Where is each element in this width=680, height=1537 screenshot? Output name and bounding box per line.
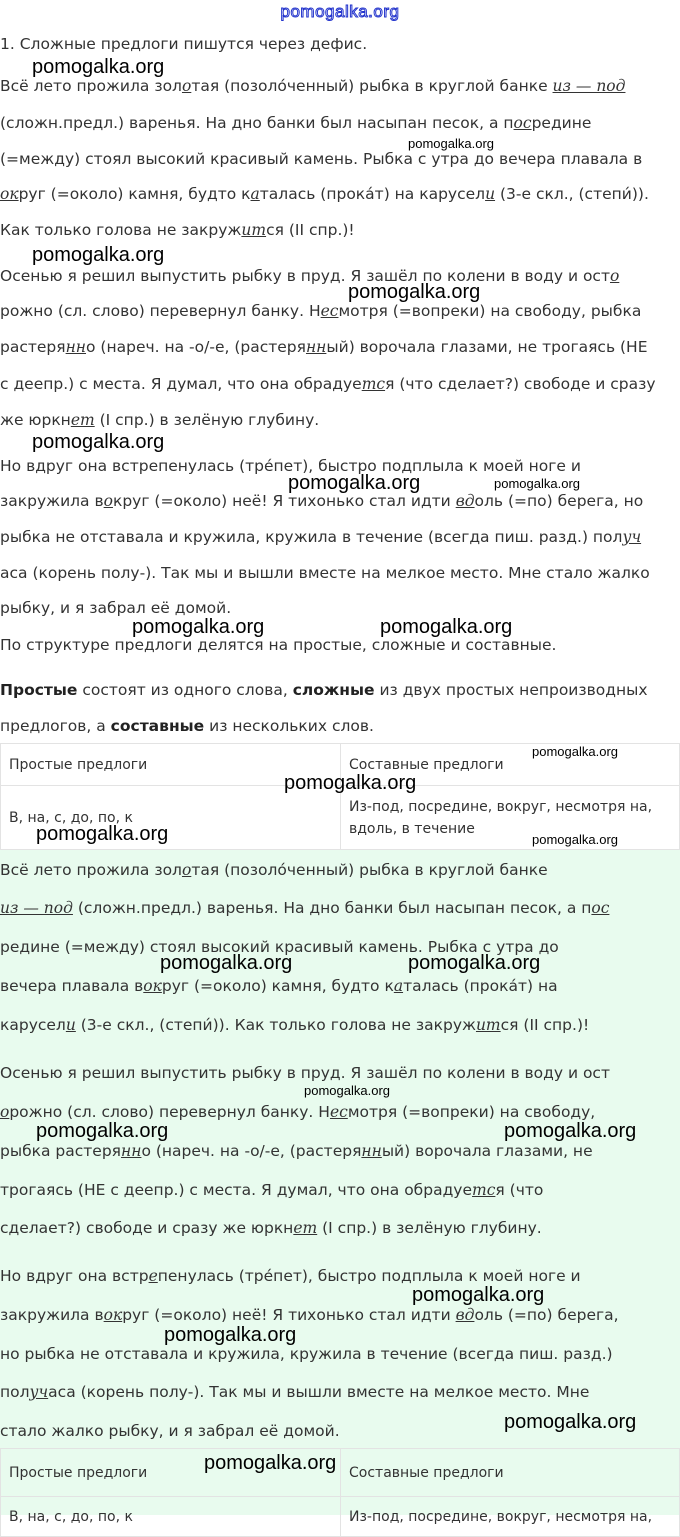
watermark: pomogalka.org xyxy=(504,1411,637,1433)
watermark: pomogalka.org xyxy=(348,281,481,303)
text-line: растерянно (нареч. на -о/-е, (растерянный) ворочала глазами, не трогаясь (НЕ xyxy=(0,338,648,356)
text-line: рыбку, и я забрал её домой. xyxy=(0,599,232,617)
watermark: pomogalka.org xyxy=(160,952,293,974)
text-line: редине (=между) стоял высокий красивый камень. Рыбка с утра до xyxy=(0,938,559,956)
text-line: карусели (3-е скл., (степи́)). Как только голова не закружится (II спр.)! xyxy=(0,1016,590,1034)
watermark: pomogalka.org xyxy=(504,1120,637,1142)
text-line: Осенью я решил выпустить рыбку в пруд. Я зашёл по колени в воду и осто xyxy=(0,267,620,285)
text-line: рожно (сл. слово) перевернул банку. Несмотря (=вопреки) на свободу, рыбка xyxy=(0,302,642,320)
watermark: pomogalka.org xyxy=(532,832,618,847)
watermark: pomogalka.org xyxy=(36,823,169,845)
text-line: закружила вокруг (=около) неё! Я тихонько стал идти вдоль (=по) берега, xyxy=(0,1306,619,1324)
text-line: Но вдруг она встрепенулась (тре́пет), быстро подплыла к моей ноге и xyxy=(0,1267,581,1285)
structure-paragraph: Простые состоят из одного слова, сложные из двух простых непроизводных xyxy=(0,681,648,699)
text-line: Осенью я решил выпустить рыбку в пруд. Я зашёл по колени в воду и ост xyxy=(0,1064,610,1082)
watermark: pomogalka.org xyxy=(204,1452,337,1474)
watermark: pomogalka.org xyxy=(32,431,165,453)
text-line: закружила вокруг (=около) неё! Я тихонько стал идти вдоль (=по) берега, но xyxy=(0,492,644,510)
watermark: pomogalka.org xyxy=(32,244,165,266)
watermark: pomogalka.org xyxy=(288,472,421,494)
text-line: вечера плавала вокруг (=около) камня, будто каталась (прока́т) на xyxy=(0,977,558,995)
text-line: сделает?) свободе и сразу же юркнет (I спр.) в зелёную глубину. xyxy=(0,1219,542,1237)
table2-header-simple: Простые предлоги xyxy=(1,1449,341,1497)
text-line: округ (=около) камня, будто каталась (прока́т) на карусели (3-е скл., (степи́)). xyxy=(0,185,649,203)
watermark: pomogalka.org xyxy=(380,616,513,638)
watermark: pomogalka.org xyxy=(408,136,494,151)
text-line: Но вдруг она встрепенулась (тре́пет), быстро подплыла к моей ноге и xyxy=(0,457,581,475)
table2-header-compound: Составные предлоги xyxy=(341,1449,680,1497)
structure-intro: По структуре предлоги делятся на простые, сложные и составные. xyxy=(0,636,557,654)
text-line: Как только голова не закружится (II спр.)! xyxy=(0,221,355,239)
watermark: pomogalka.org xyxy=(494,476,580,491)
table-header-simple: Простые предлоги xyxy=(1,744,341,786)
watermark: pomogalka.org xyxy=(532,744,618,759)
text-line: из — под (сложн.предл.) варенья. На дно банки был насыпан песок, а пос xyxy=(0,899,610,917)
text-line: но рыбка не отставала и кружила, кружила в течение (всегда пиш. разд.) xyxy=(0,1345,613,1363)
text-line: Всё лето прожила золотая (позоло́ченный) рыбка в круглой банке xyxy=(0,861,548,879)
text-line: аса (корень полу-). Так мы и вышли вместе на мелкое место. Мне стало жалко xyxy=(0,564,650,582)
text-line: же юркнет (I спр.) в зелёную глубину. xyxy=(0,411,320,429)
table-cell-simple: В, на, с, до, по, к xyxy=(1,786,341,850)
watermark: pomogalka.org xyxy=(32,56,165,78)
watermark-top: pomogalka.org xyxy=(280,2,400,21)
table-cell-compound: Из-под, посредине, вокруг, несмотря на, вдоль, в течение xyxy=(341,786,680,850)
watermark: pomogalka.org xyxy=(36,1120,169,1142)
text-line: рыбка не отставала и кружила, кружила в течение (всегда пиш. разд.) получ xyxy=(0,528,642,546)
watermark: pomogalka.org xyxy=(412,1284,545,1306)
rule-heading: 1. Сложные предлоги пишутся через дефис. xyxy=(0,35,368,53)
watermark: pomogalka.org xyxy=(304,1083,390,1098)
text-line: с деепр.) с места. Я думал, что она обрадуется (что сделает?) свободе и сразу xyxy=(0,375,656,393)
text-line: (сложн.предл.) варенья. На дно банки был насыпан песок, а посредине xyxy=(0,114,592,132)
watermark: pomogalka.org xyxy=(132,616,265,638)
table2-cell-simple: В, на, с, до, по, к xyxy=(1,1497,341,1537)
text-line: Всё лето прожила золотая (позоло́ченный) рыбка в круглой банке из — под xyxy=(0,77,626,95)
watermark: pomogalka.org xyxy=(284,772,417,794)
watermark: pomogalka.org xyxy=(408,952,541,974)
table-header-compound: Составные предлоги xyxy=(341,744,680,786)
text-line: (=между) стоял высокий красивый камень. Рыбка с утра до вечера плавала в xyxy=(0,150,643,168)
table2-cell-compound: Из-под, посредине, вокруг, несмотря на, xyxy=(341,1497,680,1537)
prepositions-table-2 xyxy=(0,1448,680,1537)
text-line: рыбка растерянно (нареч. на -о/-е, (растерянный) ворочала глазами, не xyxy=(0,1142,593,1160)
text-line: трогаясь (НЕ с деепр.) с места. Я думал, что она обрадуется (что xyxy=(0,1181,544,1199)
text-line: стало жалко рыбку, и я забрал её домой. xyxy=(0,1422,340,1440)
watermark: pomogalka.org xyxy=(164,1324,297,1346)
text-line: орожно (сл. слово) перевернул банку. Несмотря (=вопреки) на свободу, xyxy=(0,1103,596,1121)
structure-paragraph: предлогов, а составные из нескольких слов. xyxy=(0,717,374,735)
text-line: получаса (корень полу-). Так мы и вышли вместе на мелкое место. Мне xyxy=(0,1383,590,1401)
